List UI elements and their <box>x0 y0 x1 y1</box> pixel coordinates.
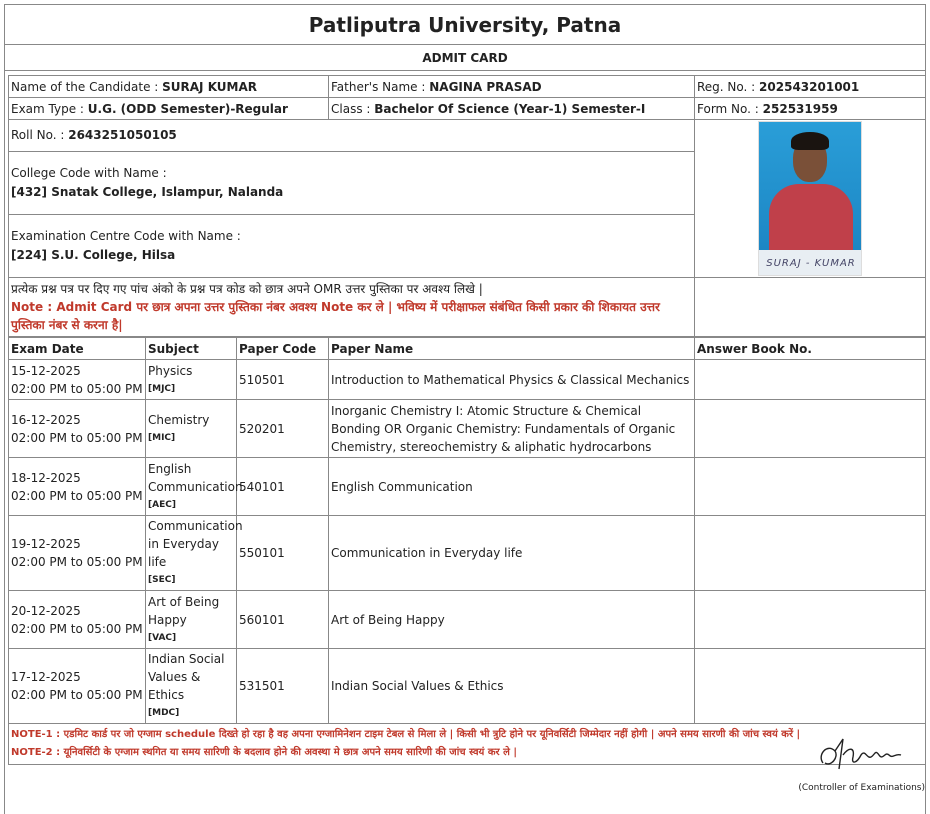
father-name: NAGINA PRASAD <box>429 79 542 94</box>
paper-code: 531501 <box>237 649 329 724</box>
answer-book-no <box>695 649 926 724</box>
college-name: [432] Snatak College, Islampur, Nalanda <box>11 184 284 199</box>
note-1: NOTE-1 : एडमिट कार्ड पर जो एग्जाम schedule दिख्ते हो रहा है वह अपना एग्जामिनेशन टाइम टेबल से मिला ले | किसी भी त्रुटि होने पर यूनिवर्सिटी जिम्मेदार नहीं होगी | अपने समय सारणी की जांच स्वयं करें | <box>11 729 801 740</box>
candidate-info-table <box>8 75 926 337</box>
subject-tag: [AEC] <box>148 499 176 510</box>
roll-no-cell: Roll No. : 2643251050105 <box>9 120 695 152</box>
answer-book-no <box>695 360 926 400</box>
subject-name: English Communication <box>148 461 243 494</box>
paper-code: 540101 <box>237 458 329 516</box>
exam-time: 02:00 PM to 05:00 PM <box>11 488 143 503</box>
controller-signature <box>809 733 919 779</box>
table-row <box>9 591 926 649</box>
answer-book-no <box>695 591 926 649</box>
header-answer-book: Answer Book No. <box>695 338 926 360</box>
document-type: ADMIT CARD <box>5 45 925 71</box>
admit-card-note: Note : Admit Card पर छात्र अपना उत्तर पुस्तिका नंबर अवश्य Note कर ले | भविष्य में परीक्षाफल संबंधित किसी प्रकार की शिकायत उत्तर पुस्तिका नंबर से करना है| <box>11 300 660 332</box>
exam-date: 15-12-2025 <box>11 363 81 378</box>
candidate-photo <box>758 121 862 276</box>
exam-date: 20-12-2025 <box>11 603 81 618</box>
header-paper-code: Paper Code <box>237 338 329 360</box>
instructions-cell <box>9 278 695 337</box>
paper-code: 520201 <box>237 400 329 458</box>
form-no: 252531959 <box>762 101 838 116</box>
subject-name: Art of Being Happy <box>148 594 220 627</box>
paper-code: 510501 <box>237 360 329 400</box>
subject-tag: [VAC] <box>148 632 177 643</box>
candidate-name: SURAJ KUMAR <box>162 79 257 94</box>
exam-time: 02:00 PM to 05:00 PM <box>11 381 143 396</box>
paper-code: 550101 <box>237 516 329 591</box>
subject-name: Communication in Everyday life <box>148 519 243 569</box>
table-row <box>9 360 926 400</box>
paper-code: 560101 <box>237 591 329 649</box>
table-row <box>9 458 926 516</box>
roll-no: 2643251050105 <box>68 128 177 143</box>
schedule-header-row <box>9 338 926 360</box>
class-name: Bachelor Of Science (Year-1) Semester-I <box>374 101 646 116</box>
class-cell: Class : Bachelor Of Science (Year-1) Semester-I <box>329 98 695 120</box>
note-2: NOTE-2 : यूनिवर्सिटी के एग्जाम स्थगित या समय सारिणी के बदलाव होने की अवस्था मे छात्र अपने समय सारिणी की जांच स्वयं कर ले | <box>11 747 518 758</box>
centre-name: [224] S.U. College, Hilsa <box>11 247 176 262</box>
college-cell: College Code with Name : [432] Snatak College, Islampur, Nalanda <box>9 151 695 214</box>
exam-schedule-table <box>8 337 926 765</box>
answer-book-no <box>695 458 926 516</box>
answer-book-no <box>695 516 926 591</box>
table-row <box>9 649 926 724</box>
father-name-cell: Father's Name : NAGINA PRASAD <box>329 76 695 98</box>
reg-no: 202543201001 <box>759 79 860 94</box>
exam-date: 18-12-2025 <box>11 470 81 485</box>
admit-card-body <box>8 75 925 765</box>
subject-tag: [MDC] <box>148 708 180 718</box>
exam-time: 02:00 PM to 05:00 PM <box>11 621 143 636</box>
instruction-line: प्रत्येक प्रश्न पत्र पर दिए गए पांच अंको के प्रश्न पत्र कोड को छात्र अपने OMR उत्तर पुस्तिका पर अवश्य लिखे | <box>11 282 483 296</box>
exam-time: 02:00 PM to 05:00 PM <box>11 430 143 445</box>
subject-name: Chemistry <box>148 412 210 427</box>
paper-name: Art of Being Happy <box>329 591 695 649</box>
university-title: Patliputra University, Patna <box>5 5 925 45</box>
exam-type: U.G. (ODD Semester)-Regular <box>87 101 288 116</box>
subject-name: Indian Social Values & Ethics <box>148 652 225 702</box>
exam-date: 19-12-2025 <box>11 537 81 551</box>
subject-tag: [MJC] <box>148 383 176 394</box>
centre-cell: Examination Centre Code with Name : [224] S.U. College, Hilsa <box>9 214 695 277</box>
paper-name: English Communication <box>329 458 695 516</box>
table-row <box>9 516 926 591</box>
header-paper-name: Paper Name <box>329 338 695 360</box>
paper-name: Introduction to Mathematical Physics & Classical Mechanics <box>329 360 695 400</box>
form-no-cell: Form No. : 252531959 <box>695 98 926 120</box>
answer-book-no <box>695 400 926 458</box>
controller-label: (Controller of Examinations) <box>798 783 925 793</box>
paper-name: Indian Social Values & Ethics <box>329 649 695 724</box>
header-subject: Subject <box>146 338 237 360</box>
admit-card <box>4 4 926 814</box>
table-row <box>9 400 926 458</box>
exam-date: 16-12-2025 <box>11 412 81 427</box>
notes-row <box>9 724 926 765</box>
exam-type-cell: Exam Type : U.G. (ODD Semester)-Regular <box>9 98 329 120</box>
subject-name: Physics <box>148 363 193 378</box>
paper-name: Inorganic Chemistry I: Atomic Structure & Chemical Bonding OR Organic Chemistry: Fundamentals of Organic Chemistry, stereochemistry & aliphatic hydrocarbons <box>329 400 695 458</box>
paper-name: Communication in Everyday life <box>329 516 695 591</box>
candidate-name-cell: Name of the Candidate : SURAJ KUMAR <box>9 76 329 98</box>
exam-time: 02:00 PM to 05:00 PM <box>11 555 143 569</box>
photo-cell <box>695 120 926 278</box>
exam-date: 17-12-2025 <box>11 670 81 684</box>
photo-signature: SURAJ - KUMAR <box>759 250 862 276</box>
subject-tag: [MIC] <box>148 432 176 443</box>
reg-no-cell: Reg. No. : 202543201001 <box>695 76 926 98</box>
header-exam-date: Exam Date <box>9 338 146 360</box>
exam-time: 02:00 PM to 05:00 PM <box>11 688 143 702</box>
subject-tag: [SEC] <box>148 575 176 585</box>
